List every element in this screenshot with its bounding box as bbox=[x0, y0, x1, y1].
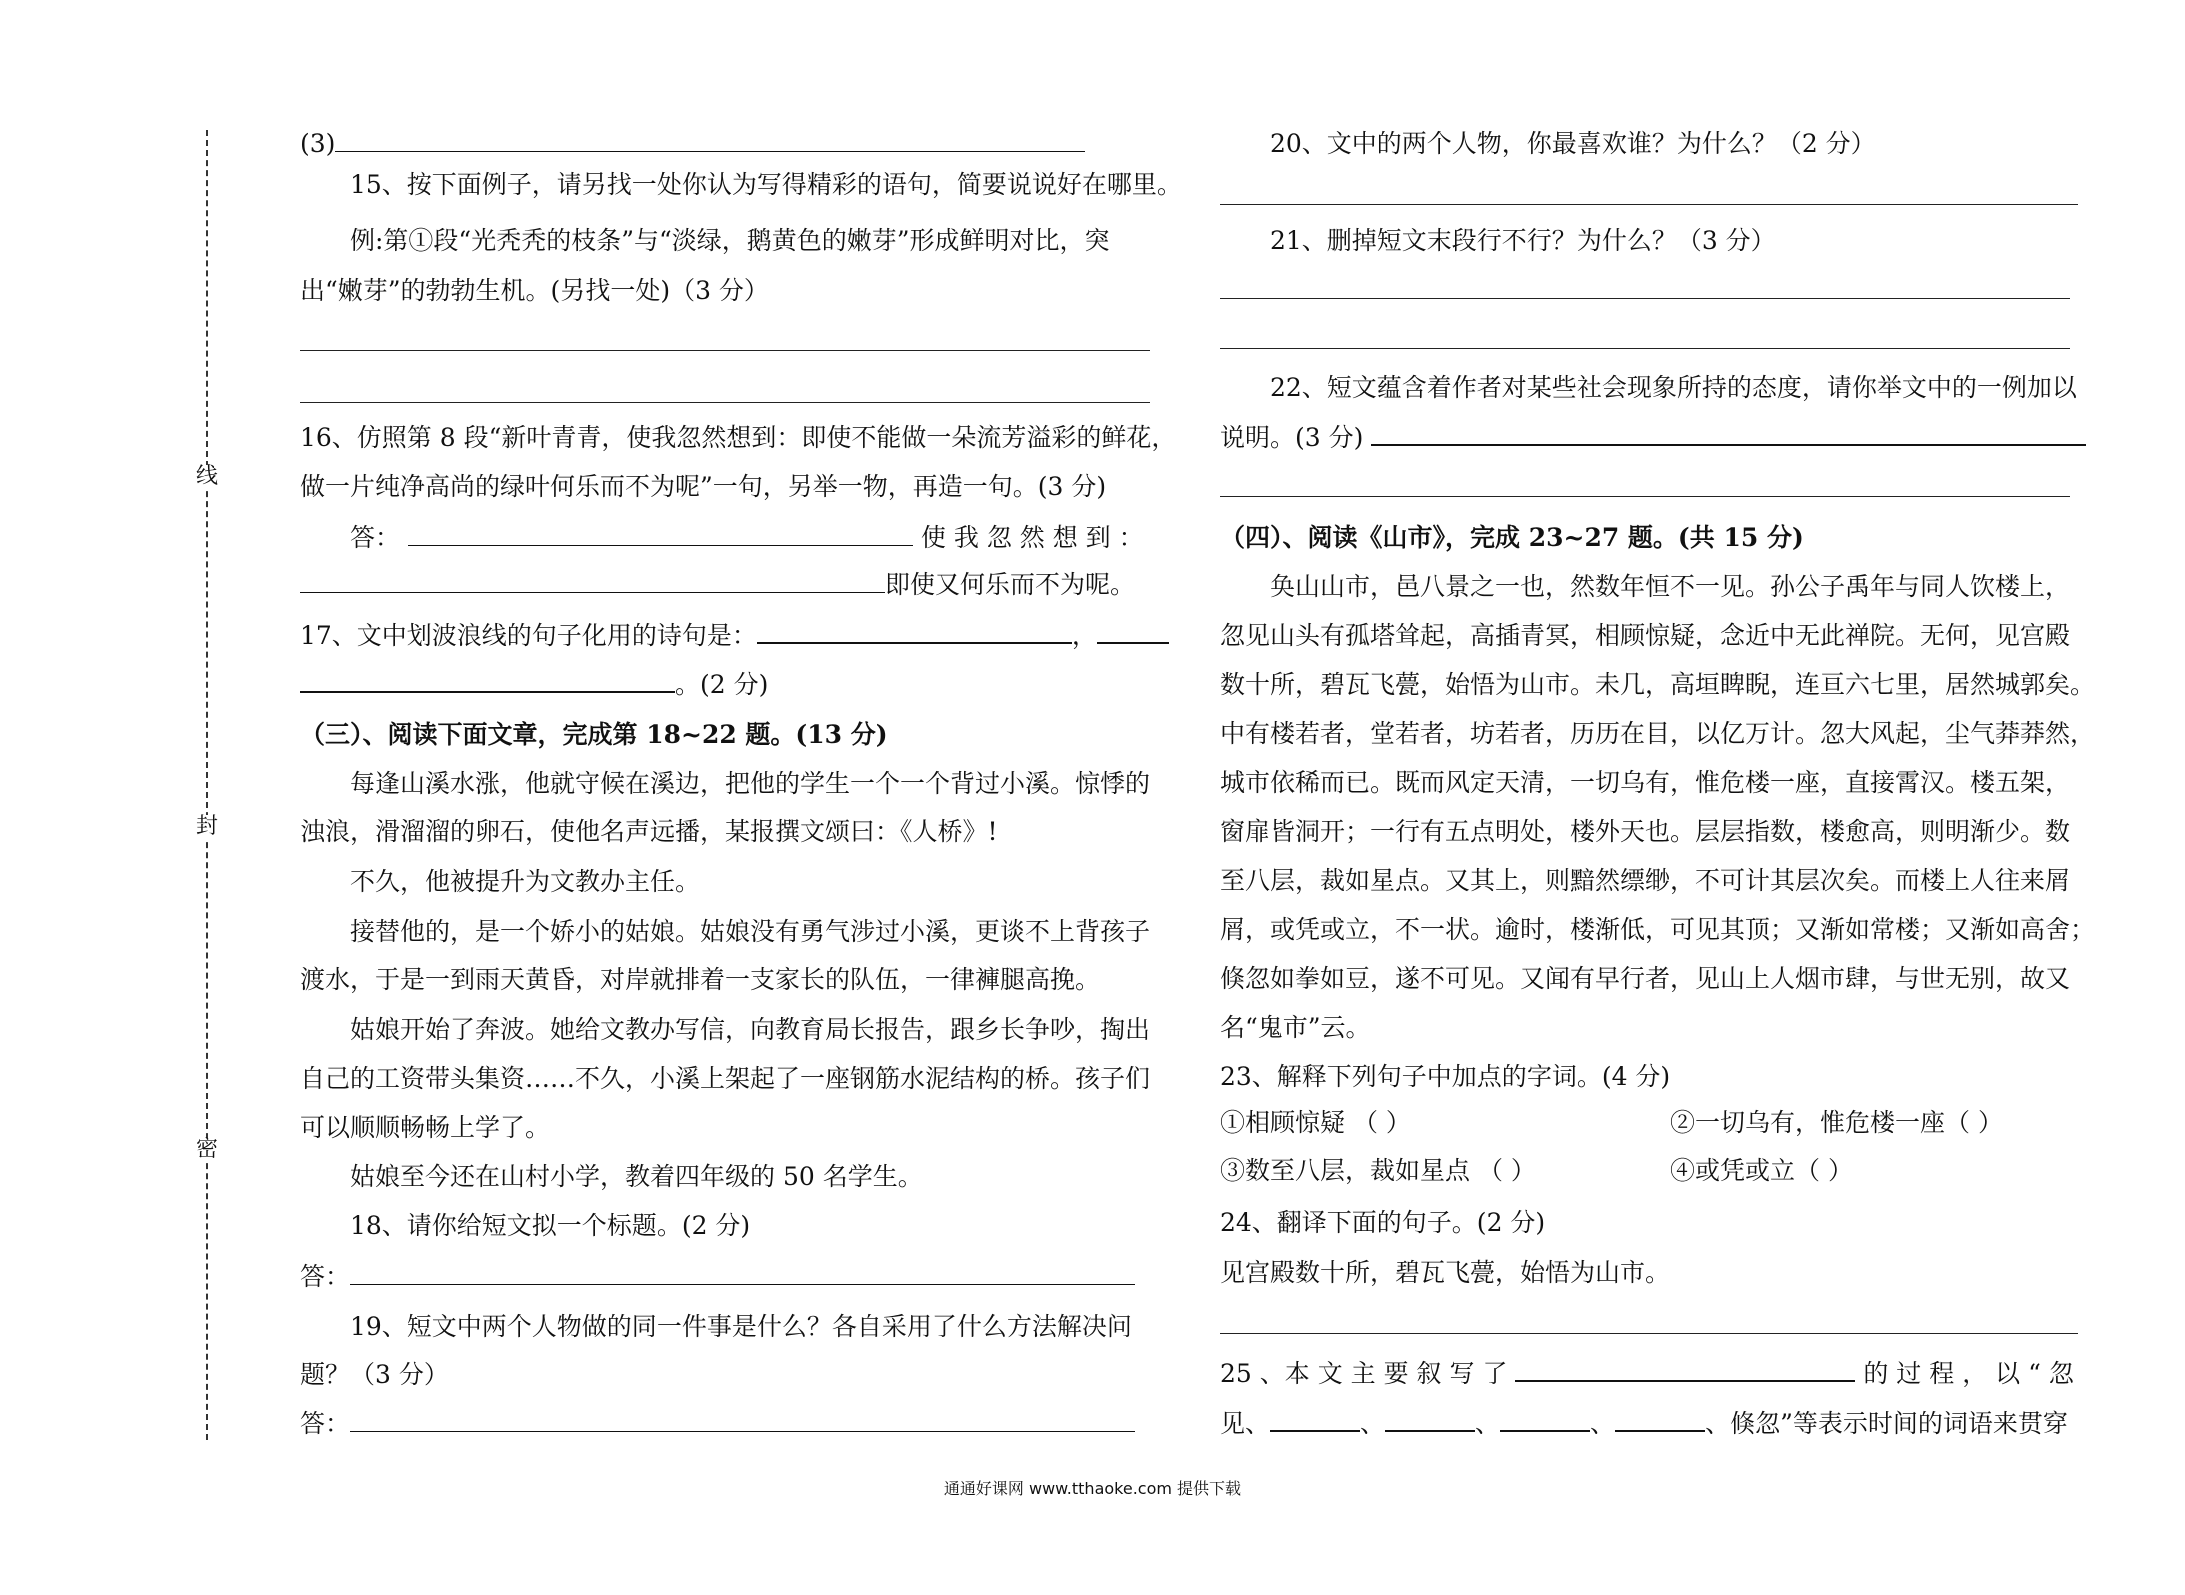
section-4-title: （四）、阅读《山市》，完成 23~27 题。(共 15 分) bbox=[1220, 523, 1804, 552]
answer-line[interactable] bbox=[300, 350, 1150, 351]
q16-line-1: 16、仿照第 8 段“新叶青青，使我忽然想到：即使不能做一朵流芳溢彩的鲜花， bbox=[300, 423, 1177, 452]
answer-blank[interactable] bbox=[335, 129, 1085, 152]
answer-blank[interactable] bbox=[1097, 620, 1169, 644]
shanshi-line-9: 倏忽如拳如豆，遂不可见。又闻有早行者，见山上人烟市肆，与世无别，故又 bbox=[1220, 964, 2071, 993]
binding-char-mi: 密 bbox=[196, 1137, 219, 1162]
shanshi-line-7: 至八层，裁如星点。又其上，则黯然缥缈，不可计其层次矣。而楼上人往来屑 bbox=[1220, 866, 2071, 895]
q18-answer bbox=[300, 1260, 1135, 1294]
shanshi-line-3: 数十所，碧瓦飞甍，始悟为山市。未几，高垣睥睨，连亘六七里，居然城郭矣。 bbox=[1220, 670, 2096, 699]
shanshi-line-2: 忽见山头有孤塔耸起，高插青冥，相顾惊疑，念近中无此禅院。无何，见宫殿 bbox=[1220, 621, 2071, 650]
q22-line-2 bbox=[1220, 421, 2086, 455]
q25-text-a: 25 、本 文 主 要 叙 写 了 bbox=[1220, 1359, 1508, 1388]
q23-item-a[interactable]: ①相顾惊疑 （ ） bbox=[1220, 1108, 1411, 1137]
q23-text: 23、解释下列句子中加点的字词。(4 分) bbox=[1220, 1062, 1671, 1091]
passage-p3-line-2: 渡水，于是一到雨天黄昏，对岸就排着一支家长的队伍，一律褲腿高挽。 bbox=[300, 965, 1101, 994]
q16-answer-row bbox=[350, 521, 1144, 555]
q17-line-2 bbox=[300, 668, 768, 702]
answer-blank[interactable] bbox=[1500, 1408, 1590, 1432]
q18-text: 18、请你给短文拟一个标题。(2 分) bbox=[350, 1211, 751, 1240]
answer-blank[interactable] bbox=[1515, 1358, 1855, 1382]
separator: 、 bbox=[1360, 1409, 1386, 1438]
answer-blank[interactable] bbox=[300, 570, 885, 593]
passage-p4-line-3: 可以顺顺畅畅上学了。 bbox=[300, 1113, 551, 1142]
passage-p3-line-1: 接替他的，是一个娇小的姑娘。姑娘没有勇气涉过小溪，更谈不上背孩子 bbox=[350, 917, 1151, 946]
shanshi-line-1: 奂山山市，邑八景之一也，然数年恒不一见。孙公子禹年与同人饮楼上， bbox=[1270, 572, 2071, 601]
answer-line[interactable] bbox=[1220, 496, 2070, 497]
answer-line[interactable] bbox=[1220, 1333, 2078, 1334]
q25-text-b: 的 过 程 ， 以 “ 忽 bbox=[1863, 1359, 2074, 1388]
passage-p2: 不久，他被提升为文教办主任。 bbox=[350, 867, 701, 896]
answer-blank[interactable] bbox=[1371, 422, 2086, 446]
q16-line-2: 做一片纯净高尚的绿叶何乐而不为呢”一句，另举一物，再造一句。(3 分) bbox=[300, 472, 1107, 501]
q23-item-b[interactable]: ②一切乌有，惟危楼一座（ ） bbox=[1670, 1108, 2003, 1137]
q24-text: 24、翻译下面的句子。(2 分) bbox=[1220, 1208, 1546, 1237]
binding-char-feng: 封 bbox=[196, 814, 219, 839]
answer-label: 答： bbox=[300, 1409, 351, 1438]
q23-item-d[interactable]: ④或凭或立（ ） bbox=[1670, 1156, 1853, 1185]
answer-blank[interactable] bbox=[1270, 1408, 1360, 1432]
q20-text: 20、文中的两个人物，你最喜欢谁？为什么？（2 分） bbox=[1270, 129, 1876, 158]
q15-text: 15、按下面例子，请另找一处你认为写得精彩的语句，简要说说好在哪里。 bbox=[350, 170, 1182, 199]
answer-blank[interactable] bbox=[350, 1262, 1135, 1285]
q25-text-d: 、倏忽”等表示时间的词语来贯穿 bbox=[1705, 1409, 2068, 1438]
binding-char-xian: 线 bbox=[196, 464, 219, 489]
answer-blank[interactable] bbox=[408, 523, 913, 546]
q14-3-prefix: (3) bbox=[300, 129, 336, 158]
shanshi-line-5: 城市依稀而已。既而风定天清，一切乌有，惟危楼一座，直接霄汉。楼五架， bbox=[1220, 768, 2071, 797]
q14-3 bbox=[300, 127, 1085, 161]
answer-line[interactable] bbox=[1220, 298, 2070, 299]
q23-item-c[interactable]: ③数至八层，裁如星点 （ ） bbox=[1220, 1156, 1536, 1185]
answer-blank[interactable] bbox=[300, 669, 675, 693]
q16-answer-row-2 bbox=[300, 568, 1135, 602]
answer-blank[interactable] bbox=[1615, 1408, 1705, 1432]
q25-text-c: 见、 bbox=[1220, 1409, 1271, 1438]
q25-line-2 bbox=[1220, 1407, 2068, 1441]
answer-blank[interactable] bbox=[757, 620, 1072, 644]
passage-p5: 姑娘至今还在山村小学，教着四年级的 50 名学生。 bbox=[350, 1162, 923, 1191]
answer-line[interactable] bbox=[300, 402, 1150, 403]
q15-example-2: 出“嫩芽”的勃勃生机。(另找一处)（3 分） bbox=[300, 276, 769, 305]
answer-blank[interactable] bbox=[350, 1409, 1135, 1432]
binding-dashed-line bbox=[206, 130, 208, 1440]
separator: 、 bbox=[1475, 1409, 1501, 1438]
q19-line-2: 题？（3 分） bbox=[300, 1360, 449, 1389]
q25-line-1 bbox=[1220, 1357, 2074, 1391]
separator: 、 bbox=[1590, 1409, 1616, 1438]
shanshi-line-8: 屑，或凭或立，不一状。逾时，楼渐低，可见其顶；又渐如常楼；又渐如高舍； bbox=[1220, 915, 2096, 944]
q19-line-1: 19、短文中两个人物做的同一件事是什么？各自采用了什么方法解决问 bbox=[350, 1312, 1132, 1341]
passage-p4-line-1: 姑娘开始了奔波。她给文教办写信，向教育局长报告，跟乡长争吵，掏出 bbox=[350, 1015, 1151, 1044]
passage-p1-line-2: 浊浪，滑溜溜的卵石，使他名声远播，某报撰文颂曰：《人桥》! bbox=[300, 817, 998, 846]
q21-text: 21、删掉短文末段行不行？为什么？（3 分） bbox=[1270, 226, 1776, 255]
shanshi-line-4: 中有楼若者，堂若者，坊若者，历历在目，以亿万计。忽大风起，尘气莽莽然， bbox=[1220, 719, 2096, 748]
q16-answer-end: 即使又何乐而不为呢。 bbox=[885, 570, 1136, 599]
q17-line-1 bbox=[300, 619, 1169, 653]
q22-points: 说明。(3 分) bbox=[1220, 423, 1364, 452]
answer-line[interactable] bbox=[1220, 204, 2078, 205]
shanshi-line-6: 窗扉皆洞开；一行有五点明处，楼外天也。层层指数，楼愈高，则明渐少。数 bbox=[1220, 817, 2071, 846]
answer-label: 答： bbox=[300, 1262, 351, 1291]
answer-label: 答： bbox=[350, 523, 401, 552]
passage-p4-line-2: 自己的工资带头集资……不久，小溪上架起了一座钢筋水泥结构的桥。孩子们 bbox=[300, 1064, 1151, 1093]
q24-sentence: 见宫殿数十所，碧瓦飞甍，始悟为山市。 bbox=[1220, 1258, 1671, 1287]
answer-blank[interactable] bbox=[1385, 1408, 1475, 1432]
q16-answer-mid: 使 我 忽 然 想 到 ： bbox=[920, 523, 1144, 552]
page-footer: 通通好课网 www.tthaoke.com 提供下载 bbox=[943, 1479, 1242, 1498]
comma: ， bbox=[1071, 621, 1097, 650]
q19-answer bbox=[300, 1407, 1135, 1441]
shanshi-line-10: 名“鬼市”云。 bbox=[1220, 1013, 1371, 1042]
q17-text: 17、文中划波浪线的句子化用的诗句是： bbox=[300, 621, 757, 650]
q22-line-1: 22、短文蕴含着作者对某些社会现象所持的态度，请你举文中的一例加以 bbox=[1270, 373, 2077, 402]
section-3-title: （三）、阅读下面文章，完成第 18~22 题。(13 分) bbox=[300, 720, 888, 749]
q17-points: 。(2 分) bbox=[675, 670, 769, 699]
answer-line[interactable] bbox=[1220, 348, 2070, 349]
q15-example-1: 例:第①段“光秃秃的枝条”与“淡绿，鹅黄色的嫩芽”形成鲜明对比，突 bbox=[350, 226, 1110, 255]
passage-p1-line-1: 每逢山溪水涨，他就守候在溪边，把他的学生一个一个背过小溪。惊悸的 bbox=[350, 769, 1151, 798]
